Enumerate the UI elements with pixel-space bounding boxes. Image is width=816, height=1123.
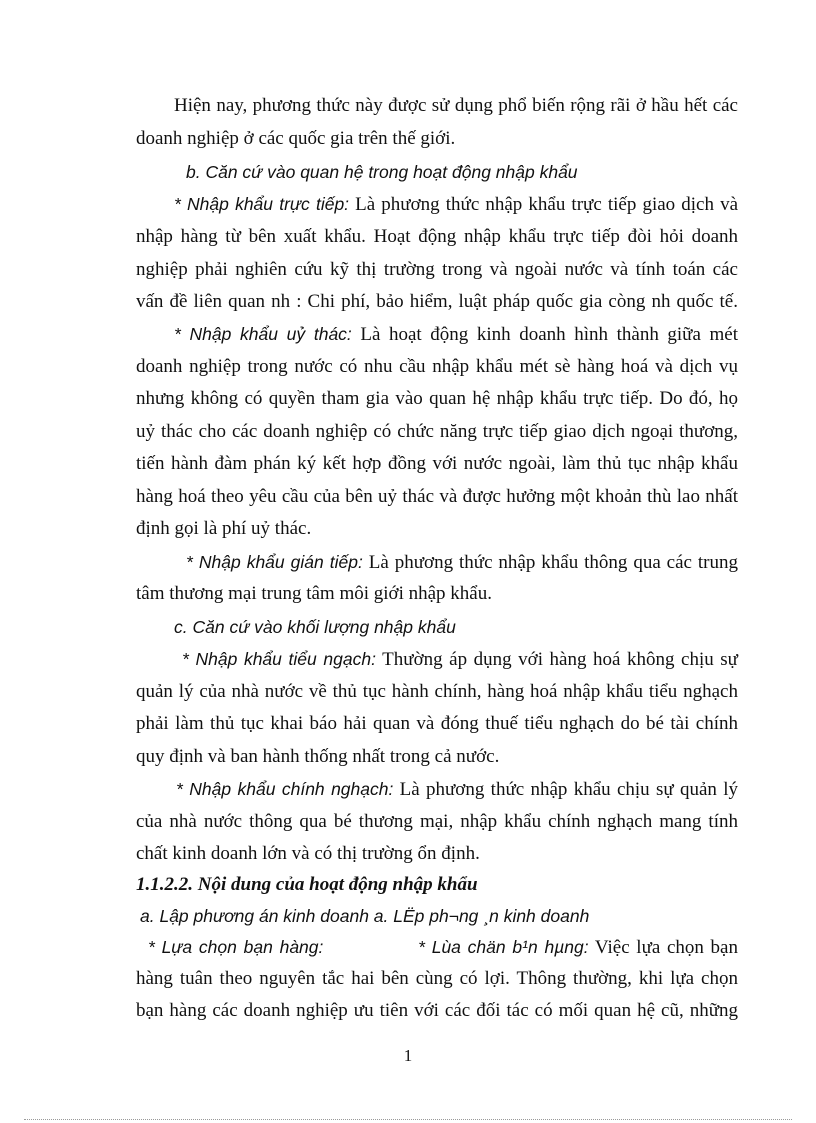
paragraph-line: [186, 546, 738, 578]
paragraph-line: [174, 318, 738, 350]
paragraph-line: định gọi là phí uỷ thác.: [136, 518, 312, 539]
section-heading: 1.1.2.2. Nội dung của hoạt động nhập khẩu: [136, 874, 478, 895]
paragraph-line: phải làm thủ tục khai báo hải quan và đóng thuế tiểu nghạch do bé tài chính: [136, 713, 738, 734]
paragraph-line: uỷ thác cho các doanh nghiệp có chức năng trực tiếp giao dịch ngoại thương,: [136, 421, 738, 442]
paragraph-line: nghiệp phải nghiên cứu kỹ thị trường trong và ngoài nước và tính toán các: [136, 259, 738, 280]
term-text: Là phương thức nhập khẩu chịu sự quản lý: [393, 779, 738, 800]
term-label: * Nhập khẩu gián tiếp:: [186, 552, 363, 572]
paragraph-line: quy định và ban hành thống nhất trong cả nước.: [136, 746, 500, 767]
section-subheading: a. Lập phương án kinh doanh a. LËp ph¬ng ¸n kinh doanh: [140, 906, 590, 926]
paragraph-line: hàng tuân theo nguyên tắc hai bên cùng có lợi. Thông thường, khi lựa chọn: [136, 968, 738, 989]
paragraph-line: [182, 643, 738, 675]
paragraph-line: bạn hàng các doanh nghiệp ưu tiên với các đối tác có mối quan hệ cũ, những: [136, 1000, 738, 1021]
paragraph-line: tâm thương mại trung tâm môi giới nhập khẩu.: [136, 583, 492, 604]
term-text: Là hoạt động kinh doanh hình thành giữa mét: [351, 324, 738, 345]
paragraph-line: của nhà nước thông qua bé thương mại, nhập khẩu chính nghạch mang tính: [136, 811, 738, 832]
term-label: * Nhập khẩu uỷ thác:: [174, 324, 352, 344]
page-bottom-rule: [24, 1119, 792, 1120]
paragraph-line: nhưng không có quyền tham gia vào quan hệ nhập khẩu trực tiếp. Do đó, họ: [136, 388, 738, 409]
section-subheading: c. Căn cứ vào khối lượng nhập khẩu: [174, 617, 456, 637]
term-text: Thường áp dụng với hàng hoá không chịu sự: [375, 649, 738, 670]
paragraph-line: hàng hoá theo yêu cầu của bên uỷ thác và được hưởng một khoản thù lao nhất: [136, 486, 738, 507]
term-text: Việc lựa chọn bạn: [588, 937, 738, 958]
paragraph-line: tiến hành đàm phán ký kết hợp đồng với nước ngoài, làm thủ tục nhập khẩu: [136, 453, 738, 474]
term-label: * Nhập khẩu tiểu ngạch:: [182, 649, 376, 669]
term-label: * Nhập khẩu chính nghạch:: [176, 779, 394, 799]
term-label: * Lựa chọn bạn hàng: * Lùa chän b¹n hµng:: [148, 937, 589, 957]
section-subheading: b. Căn cứ vào quan hệ trong hoạt động nhập khẩu: [186, 162, 578, 182]
paragraph-line: nhập hàng từ bên xuất khẩu. Hoạt động nhập khẩu trực tiếp đòi hỏi doanh: [136, 226, 738, 247]
paragraph-line: [176, 773, 738, 805]
paragraph-line: doanh nghiệp ở các quốc gia trên thế giới.: [136, 128, 456, 149]
term-text: Là phương thức nhập khẩu trực tiếp giao dịch và: [349, 194, 739, 215]
page-number: 1: [403, 1046, 413, 1065]
term-text: Là phương thức nhập khẩu thông qua các trung: [362, 552, 738, 573]
paragraph-line: chất kinh doanh lớn và có thị trường ổn định.: [136, 843, 480, 864]
paragraph-line: doanh nghiệp trong nước có nhu cầu nhập khẩu mét sè hàng hoá và dịch vụ: [136, 356, 738, 377]
term-label: * Nhập khẩu trực tiếp:: [174, 194, 350, 214]
paragraph-line: vấn đề liên quan nh : Chi phí, bảo hiểm, luật pháp quốc gia còng nh quốc tế.: [136, 291, 738, 312]
paragraph-line: [174, 188, 738, 220]
paragraph-line: [148, 931, 738, 963]
paragraph-line: quản lý của nhà nước về thủ tục hành chính, hàng hoá nhập khẩu tiểu nghạch: [136, 681, 738, 702]
paragraph-line: Hiện nay, phương thức này được sử dụng phổ biến rộng rãi ở hầu hết các: [174, 95, 738, 116]
